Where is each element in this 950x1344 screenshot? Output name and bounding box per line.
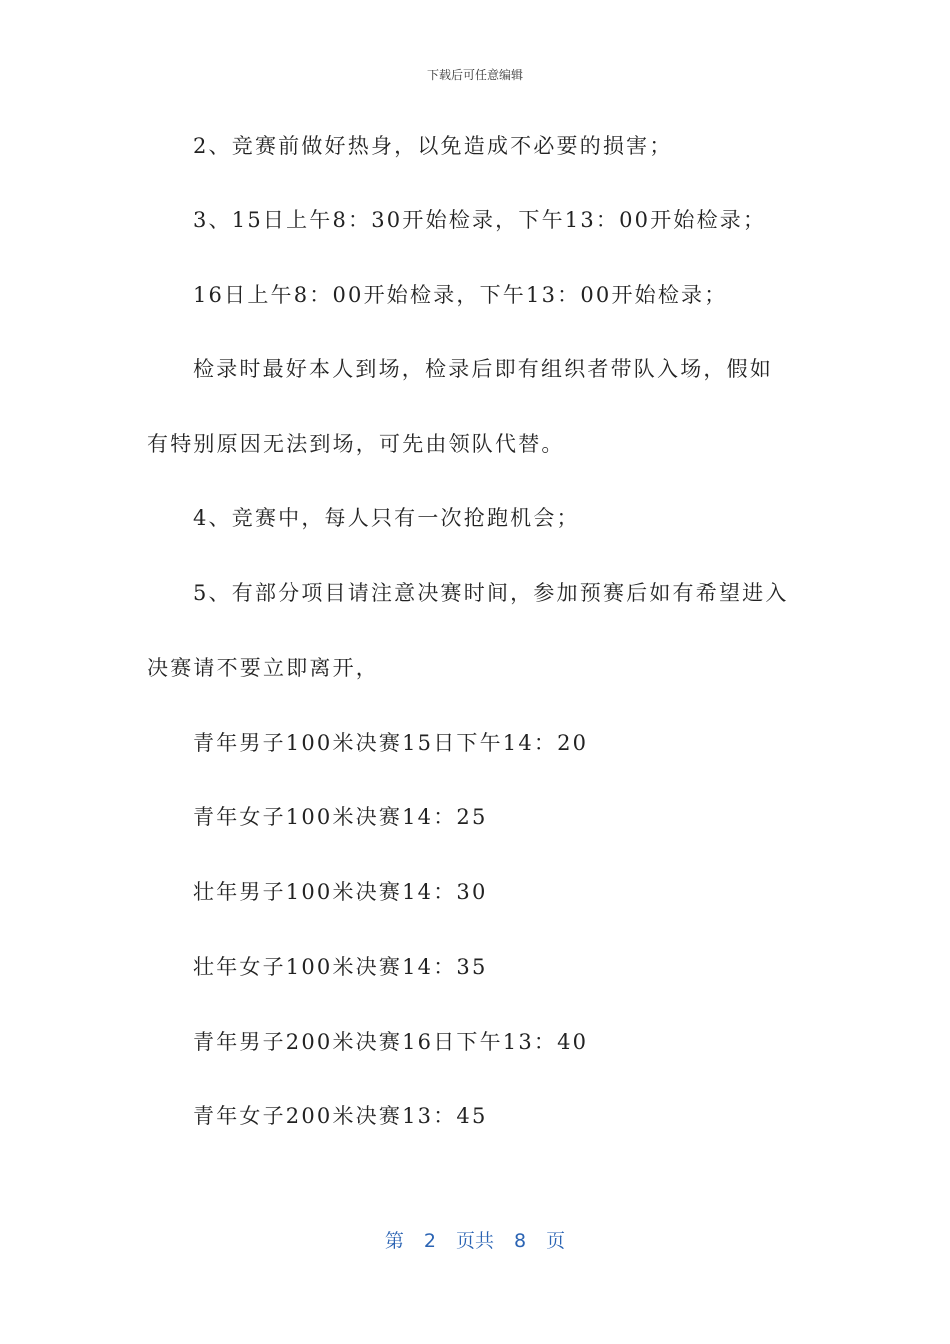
paragraph-line: 3、15日上午8：30开始检录，下午13：00开始检录； [193,208,767,232]
current-page-number: 2 [423,1230,436,1252]
schedule-line: 壮年女子100米决赛14：35 [193,955,488,979]
schedule-line: 青年女子100米决赛14：25 [193,805,488,829]
schedule-line: 壮年男子100米决赛14：30 [193,880,488,904]
paragraph-line: 16日上午8：00开始检录，下午13：00开始检录； [193,283,728,307]
paragraph-line: 决赛请不要立即离开， [147,656,379,680]
schedule-line: 青年男子100米决赛15日下午14：20 [193,731,589,755]
paragraph-line: 2、竞赛前做好热身，以免造成不必要的损害； [193,134,673,158]
schedule-line: 青年女子200米决赛13：45 [193,1104,488,1128]
page-label-suffix: 页 [546,1230,566,1252]
paragraph-line: 4、竞赛中，每人只有一次抢跑机会； [193,506,580,530]
page-label-middle: 页共 [455,1230,494,1252]
page-label-prefix: 第 [384,1230,404,1252]
paragraph-line: 有特别原因无法到场，可先由领队代替。 [147,432,565,456]
schedule-line: 青年男子200米决赛16日下午13：40 [193,1030,589,1054]
page-footer [0,1226,950,1253]
total-pages-number: 8 [514,1230,527,1252]
paragraph-line: 5、有部分项目请注意决赛时间，参加预赛后如有希望进入 [193,581,789,605]
paragraph-line: 检录时最好本人到场，检录后即有组织者带队入场，假如 [193,357,773,381]
page-header: 下载后可任意编辑 [426,68,523,82]
